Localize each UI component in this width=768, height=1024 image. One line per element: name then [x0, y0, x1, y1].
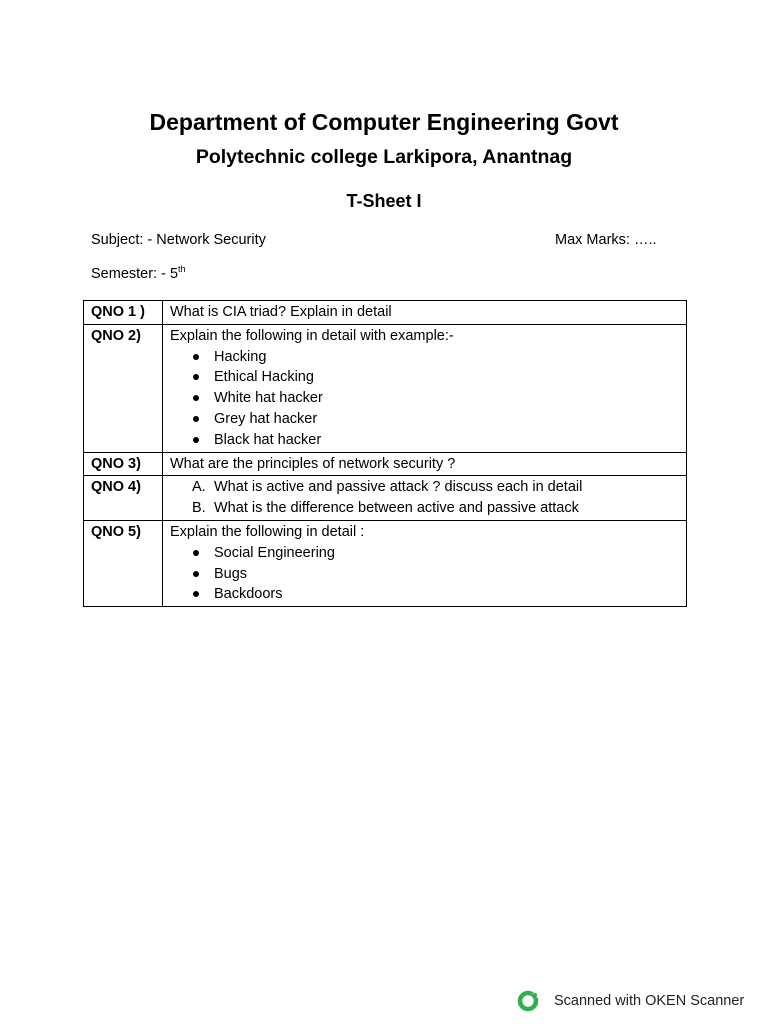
lettered-list: [170, 477, 680, 519]
question-text: What is CIA triad? Explain in detail: [170, 304, 392, 320]
college-title: Polytechnic college Larkipora, Anantnag: [195, 146, 573, 168]
bullet-list: [170, 543, 680, 605]
subject-line: Subject: - Network Security: [91, 232, 266, 248]
question-cell: [163, 520, 687, 606]
question-cell: [163, 476, 687, 521]
max-marks-line: Max Marks: …..: [555, 232, 657, 248]
department-title: Department of Computer Engineering Govt: [149, 109, 619, 135]
question-number: QNO 5): [84, 520, 163, 606]
question-text: What are the principles of network security ?: [170, 455, 456, 472]
questions-table: [83, 300, 687, 607]
table-row: [84, 301, 687, 325]
list-item: Hacking: [170, 347, 680, 368]
question-number: QNO 2): [84, 324, 163, 452]
list-item: White hat hacker: [170, 388, 680, 409]
scanner-text: Scanned with OKEN Scanner: [554, 993, 745, 1009]
scanner-watermark: [517, 990, 744, 1012]
question-cell: [163, 452, 687, 476]
list-item: Backdoors: [170, 584, 680, 605]
question-cell: [163, 301, 687, 325]
question-text: Explain the following in detail with example:-: [170, 327, 454, 344]
table-row: [84, 324, 687, 452]
list-item: Social Engineering: [170, 543, 680, 564]
list-item: Black hat hacker: [170, 430, 680, 451]
list-item: [170, 477, 680, 498]
semester-superscript: th: [178, 264, 186, 275]
oken-scanner-logo-icon: [517, 990, 539, 1012]
sheet-title: T-Sheet I: [346, 191, 422, 211]
list-marker: B.: [192, 500, 206, 517]
question-number: QNO 1 ): [84, 301, 163, 325]
list-item: [170, 498, 680, 519]
semester-line: [91, 266, 186, 282]
table-row: [84, 476, 687, 521]
table-row: [84, 520, 687, 606]
list-marker: A.: [192, 479, 206, 496]
list-item: Bugs: [170, 564, 680, 585]
semester-text: Semester: - 5: [91, 266, 179, 282]
table-row: [84, 452, 687, 476]
list-item-text: What is active and passive attack ? discuss each in detail: [214, 479, 583, 496]
question-cell: [163, 324, 687, 452]
question-number: QNO 4): [84, 476, 163, 521]
list-item-text: What is the difference between active and passive attack: [214, 500, 579, 517]
question-number: QNO 3): [84, 452, 163, 476]
question-text: Explain the following in detail :: [170, 523, 365, 540]
bullet-list: [170, 347, 680, 451]
list-item: Ethical Hacking: [170, 367, 680, 388]
list-item: Grey hat hacker: [170, 409, 680, 430]
